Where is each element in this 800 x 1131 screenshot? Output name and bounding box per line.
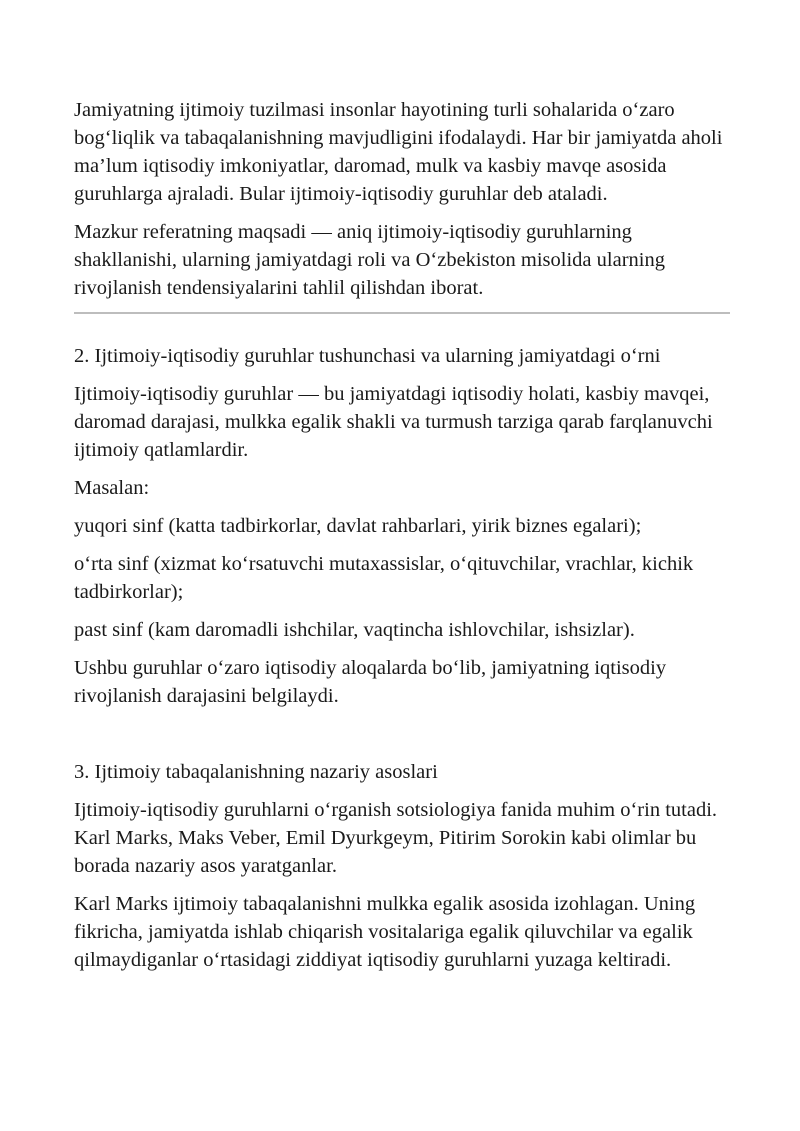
- section-2-paragraph-1: Ijtimoiy-iqtisodiy guruhlar — bu jamiyatdagi iqtisodiy holati, kasbiy mavqei, daromad darajasi, mulkka egalik shakli va turmush tarziga qarab farqlanuvchi ijtimoiy qatlamlardir.: [74, 383, 713, 461]
- example-label: Masalan:: [74, 477, 150, 499]
- list-item-middle-class: o‘rta sinf (xizmat ko‘rsatuvchi mutaxassislar, o‘qituvchilar, vrachlar, kichik tadbirkorlar);: [74, 553, 694, 603]
- section-3-paragraph-2: Karl Marks ijtimoiy tabaqalanishni mulkka egalik asosida izohlagan. Uning fikricha, jamiyatda ishlab chiqarish vositalariga egalik qiluvchilar va egalik qilmaydiganlar o‘rtasidagi ziddiyat iqtisodiy guruhlarni yuzaga keltiradi.: [74, 893, 696, 971]
- section-divider: [74, 312, 730, 314]
- section-spacer: [74, 720, 730, 758]
- section-3-paragraph-1: Ijtimoiy-iqtisodiy guruhlarni o‘rganish sotsiologiya fanida muhim o‘rin tutadi. Karl Marks, Maks Veber, Emil Dyurkgeym, Pitirim Sorokin kabi olimlar bu borada nazariy asos yaratganlar.: [74, 799, 718, 877]
- list-item-lower-class: past sinf (kam daromadli ishchilar, vaqtincha ishlovchilar, ishsizlar).: [74, 619, 635, 641]
- section-3-heading: 3. Ijtimoiy tabaqalanishning nazariy asoslari: [74, 761, 438, 783]
- list-item-upper-class: yuqori sinf (katta tadbirkorlar, davlat rahbarlari, yirik biznes egalari);: [74, 515, 642, 537]
- section-2-paragraph-2: Ushbu guruhlar o‘zaro iqtisodiy aloqalarda bo‘lib, jamiyatning iqtisodiy rivojlanish darajasini belgilaydi.: [74, 657, 667, 707]
- document-page: [74, 96, 730, 984]
- intro-paragraph-2: Mazkur referatning maqsadi — aniq ijtimoiy-iqtisodiy guruhlarning shakllanishi, ularning jamiyatdagi roli va O‘zbekiston misolida ularning rivojlanish tendensiyalarini tahlil qilishdan iborat.: [74, 221, 665, 299]
- intro-paragraph-1: Jamiyatning ijtimoiy tuzilmasi insonlar hayotining turli sohalarida o‘zaro bog‘liqlik va tabaqalanishning mavjudligini ifodalaydi. Har bir jamiyatda aholi ma’lum iqtisodiy imkoniyatlar, daromad, mulk va kasbiy mavqe asosida guruhlarga ajraladi. Bular ijtimoiy-iqtisodiy guruhlar deb ataladi.: [74, 99, 723, 205]
- section-2-heading: 2. Ijtimoiy-iqtisodiy guruhlar tushunchasi va ularning jamiyatdagi o‘rni: [74, 345, 661, 367]
